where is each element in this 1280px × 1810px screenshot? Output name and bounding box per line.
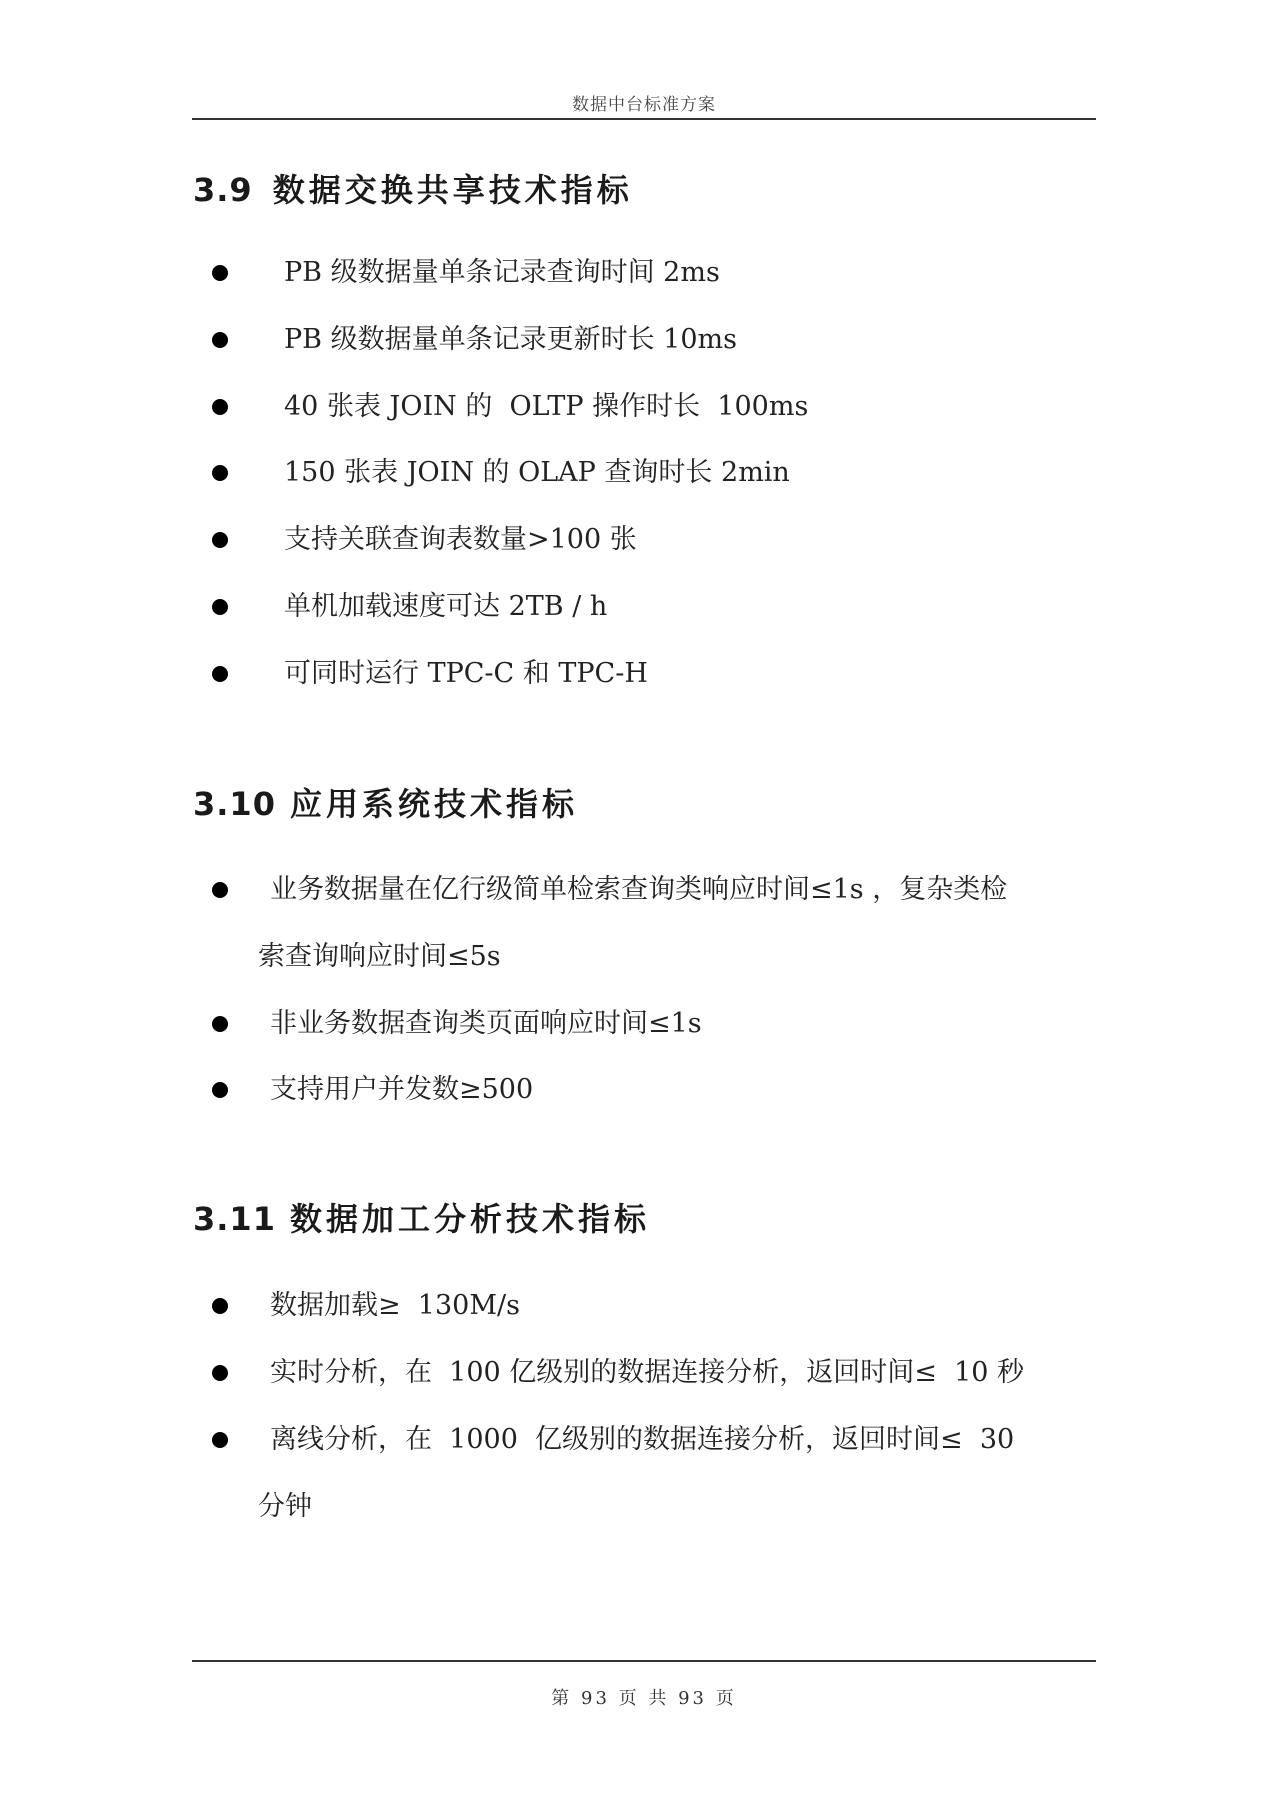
bullet-icon [212, 1082, 228, 1098]
list-item-text: 支持用户并发数≥500 [270, 1074, 534, 1105]
bullet-icon [212, 1298, 228, 1314]
bullet-icon [212, 882, 228, 898]
list-item-text: 非业务数据查询类页面响应时间≤1s [270, 1008, 702, 1039]
list-item-text: 40 张表 JOIN 的 OLTP 操作时长 100ms [284, 391, 809, 422]
section-heading-3-9 [193, 170, 633, 210]
list-item-text: PB 级数据量单条记录查询时间 2ms [284, 257, 720, 288]
bullet-icon [212, 532, 228, 548]
list-item-text: 支持关联查询表数量>100 张 [284, 524, 637, 555]
footer-divider [192, 1660, 1096, 1662]
bullet-icon [212, 1365, 228, 1381]
section-number: 3.10 [193, 785, 276, 823]
header-divider [192, 118, 1096, 120]
bullet-icon [212, 465, 228, 481]
bullet-icon [212, 1432, 228, 1448]
list-item-text: 实时分析，在 100 亿级别的数据连接分析，返回时间≤ 10 秒 [270, 1357, 1025, 1388]
list-item-text: PB 级数据量单条记录更新时长 10ms [284, 324, 737, 355]
list-item-text: 业务数据量在亿行级简单检索查询类响应时间≤1s ，复杂类检 [270, 874, 1008, 905]
bullet-icon [212, 265, 228, 281]
section-number: 3.9 [193, 171, 253, 209]
section-heading-3-11 [193, 1199, 650, 1239]
list-item-text: 150 张表 JOIN 的 OLAP 查询时长 2min [284, 457, 790, 488]
list-item-text: 单机加载速度可达 2TB / h [284, 591, 608, 622]
bullet-icon [212, 399, 228, 415]
section-title-text: 数据加工分析技术指标 [289, 1200, 650, 1238]
section-number: 3.11 [193, 1200, 276, 1238]
bullet-icon [212, 666, 228, 682]
list-item-continuation: 索查询响应时间≤5s [258, 941, 501, 972]
section-title-text: 应用系统技术指标 [289, 785, 578, 823]
page-footer: 第 93 页 共 93 页 [551, 1688, 737, 1709]
list-item-text: 数据加载≥ 130M/s [270, 1290, 520, 1321]
list-item-text: 离线分析，在 1000 亿级别的数据连接分析，返回时间≤ 30 [270, 1424, 1015, 1455]
bullet-icon [212, 1016, 228, 1032]
bullet-icon [212, 599, 228, 615]
list-item-continuation: 分钟 [258, 1491, 312, 1522]
page-header: 数据中台标准方案 [572, 95, 716, 115]
section-title-text: 数据交换共享技术指标 [272, 171, 633, 209]
list-item-text: 可同时运行 TPC-C 和 TPC-H [284, 658, 648, 689]
section-heading-3-10 [193, 784, 578, 824]
bullet-icon [212, 332, 228, 348]
